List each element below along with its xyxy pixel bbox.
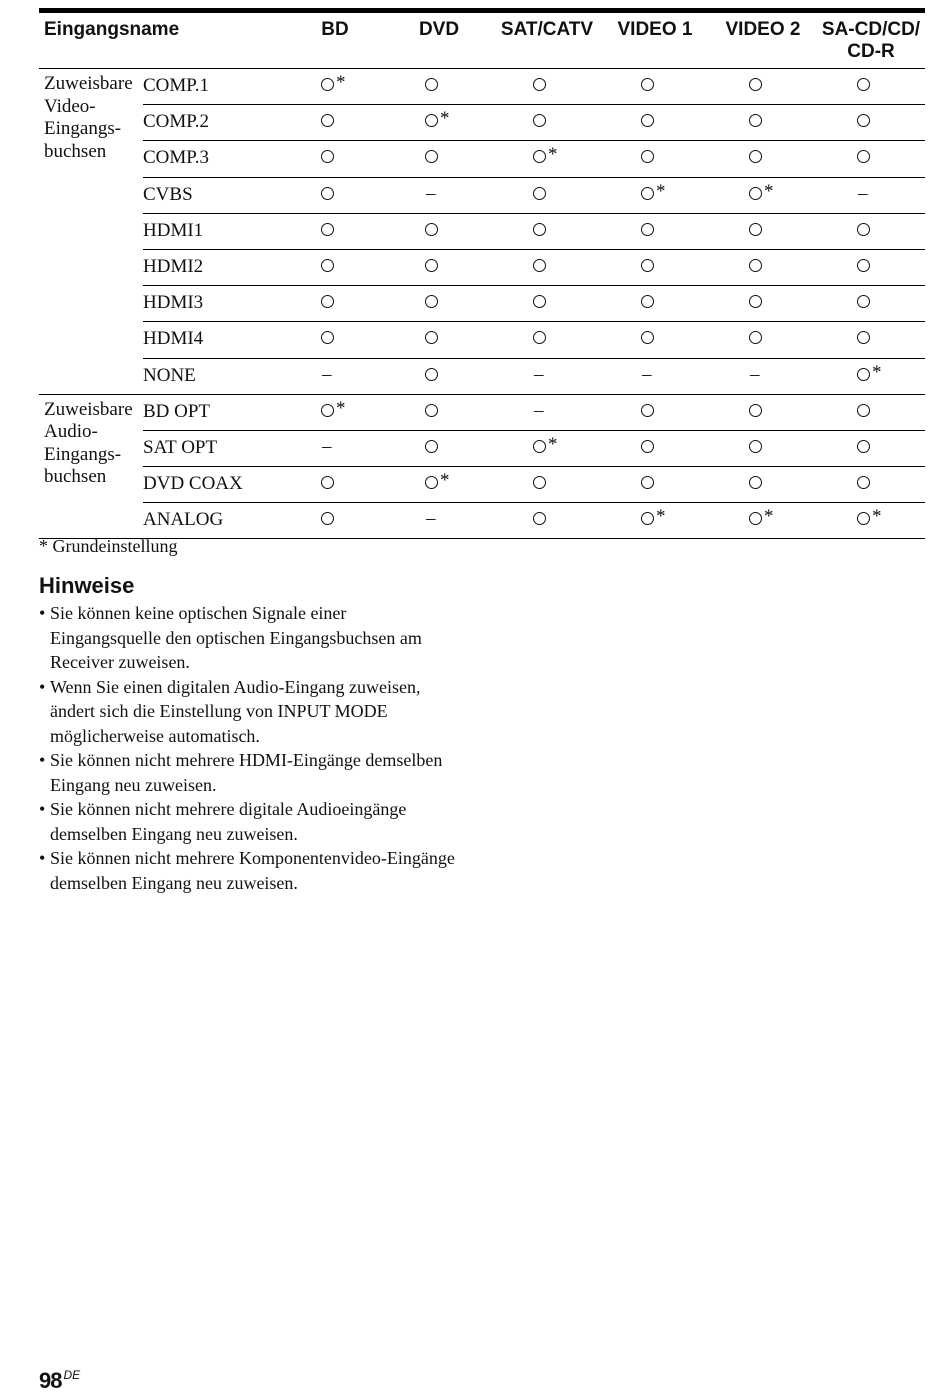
circle-icon xyxy=(857,150,870,163)
cell-assignable xyxy=(641,141,681,176)
circle-icon xyxy=(857,223,870,236)
circle-icon xyxy=(857,259,870,272)
page-number xyxy=(39,1368,80,1394)
table-row xyxy=(143,69,925,105)
group-label: Zuweisbare Video-Eingangs-buchsen xyxy=(44,73,133,162)
cell-assignable-default xyxy=(641,178,681,213)
dash-mark: – xyxy=(426,182,436,204)
cell-assignable xyxy=(425,322,465,357)
table-row xyxy=(143,250,925,286)
header-input-name: Eingangsname xyxy=(44,19,180,40)
circle-icon xyxy=(321,259,334,272)
default-asterisk: * xyxy=(872,506,882,528)
page-number-value: 98 xyxy=(39,1368,62,1393)
table-row xyxy=(143,214,925,250)
circle-icon xyxy=(533,440,546,453)
circle-icon xyxy=(857,114,870,127)
default-asterisk: * xyxy=(764,180,774,202)
cell-assignable xyxy=(749,286,789,321)
table-row xyxy=(143,503,925,538)
circle-icon xyxy=(321,404,334,417)
default-asterisk: * xyxy=(872,361,882,383)
table-row xyxy=(143,141,925,177)
default-asterisk: * xyxy=(656,506,666,528)
cell-assignable xyxy=(857,250,897,285)
row-input-name: NONE xyxy=(143,364,196,386)
cell-assignable-default xyxy=(857,359,897,394)
circle-icon xyxy=(533,187,546,200)
circle-icon xyxy=(533,259,546,272)
page-number-suffix: DE xyxy=(63,1368,81,1382)
circle-icon xyxy=(749,404,762,417)
dash-mark: – xyxy=(534,363,544,385)
default-asterisk: * xyxy=(764,506,774,528)
row-input-name: CVBS xyxy=(143,183,193,205)
cell-assignable-default xyxy=(857,503,897,538)
cell-assignable xyxy=(641,286,681,321)
circle-icon xyxy=(641,476,654,489)
circle-icon xyxy=(425,78,438,91)
cell-assignable xyxy=(749,141,789,176)
circle-icon xyxy=(857,295,870,308)
circle-icon xyxy=(425,223,438,236)
note-item: • Sie können nicht mehrere Komponentenvideo-Eingänge demselben Eingang neu zuweisen. xyxy=(39,846,459,895)
circle-icon xyxy=(641,512,654,525)
cell-assignable xyxy=(857,69,897,104)
circle-icon xyxy=(425,476,438,489)
cell-not-assignable xyxy=(533,395,573,430)
circle-icon xyxy=(641,150,654,163)
cell-assignable-default xyxy=(425,105,465,140)
circle-icon xyxy=(641,295,654,308)
circle-icon xyxy=(749,223,762,236)
table-row xyxy=(143,467,925,503)
circle-icon xyxy=(641,440,654,453)
table-row xyxy=(143,431,925,467)
default-asterisk: * xyxy=(440,470,450,492)
circle-icon xyxy=(641,114,654,127)
cell-assignable-default xyxy=(749,178,789,213)
cell-assignable xyxy=(533,503,573,538)
cell-assignable xyxy=(857,214,897,249)
cell-assignable xyxy=(321,250,361,285)
header-column: BD xyxy=(321,19,349,40)
dash-mark: – xyxy=(858,182,868,204)
cell-assignable xyxy=(641,395,681,430)
cell-assignable xyxy=(533,105,573,140)
circle-icon xyxy=(857,368,870,381)
cell-assignable xyxy=(321,286,361,321)
cell-assignable xyxy=(533,467,573,502)
dash-mark: – xyxy=(322,435,332,457)
circle-icon xyxy=(425,331,438,344)
circle-icon xyxy=(425,368,438,381)
circle-icon xyxy=(533,78,546,91)
cell-assignable-default xyxy=(533,141,573,176)
cell-not-assignable xyxy=(321,359,361,394)
cell-assignable xyxy=(857,431,897,466)
circle-icon xyxy=(857,476,870,489)
cell-assignable xyxy=(533,178,573,213)
cell-assignable xyxy=(321,214,361,249)
circle-icon xyxy=(321,476,334,489)
circle-icon xyxy=(533,512,546,525)
table-row xyxy=(143,395,925,431)
table-group xyxy=(39,395,925,540)
cell-assignable xyxy=(857,141,897,176)
default-asterisk: * xyxy=(440,108,450,130)
default-asterisk: * xyxy=(336,72,346,93)
default-asterisk: * xyxy=(548,144,558,166)
header-column: VIDEO 2 xyxy=(725,19,801,40)
circle-icon xyxy=(533,150,546,163)
cell-assignable-default xyxy=(641,503,681,538)
circle-icon xyxy=(425,404,438,417)
circle-icon xyxy=(321,114,334,127)
circle-icon xyxy=(533,476,546,489)
circle-icon xyxy=(321,187,334,200)
cell-not-assignable xyxy=(425,178,465,213)
circle-icon xyxy=(749,440,762,453)
cell-assignable xyxy=(857,286,897,321)
default-asterisk: * xyxy=(548,433,558,455)
cell-not-assignable xyxy=(641,359,681,394)
circle-icon xyxy=(425,114,438,127)
row-input-name: HDMI2 xyxy=(143,255,204,277)
table-row xyxy=(143,178,925,214)
cell-assignable xyxy=(533,250,573,285)
cell-assignable xyxy=(321,178,361,213)
header-column: SAT/CATV xyxy=(500,19,594,40)
circle-icon xyxy=(533,331,546,344)
cell-not-assignable xyxy=(749,359,789,394)
cell-assignable xyxy=(425,69,465,104)
header-column: DVD xyxy=(418,19,460,40)
group-label: Zuweisbare Audio-Eingangs-buchsen xyxy=(44,398,133,488)
circle-icon xyxy=(749,295,762,308)
cell-assignable xyxy=(321,141,361,176)
cell-assignable xyxy=(425,214,465,249)
cell-assignable xyxy=(749,105,789,140)
default-asterisk: * xyxy=(656,180,666,202)
circle-icon xyxy=(533,114,546,127)
cell-assignable xyxy=(321,467,361,502)
circle-icon xyxy=(749,259,762,272)
cell-assignable xyxy=(641,250,681,285)
cell-assignable xyxy=(533,322,573,357)
row-input-name: BD OPT xyxy=(143,400,211,422)
dash-mark: – xyxy=(426,508,436,530)
cell-assignable xyxy=(749,322,789,357)
cell-assignable xyxy=(749,467,789,502)
circle-icon xyxy=(857,78,870,91)
assignment-table xyxy=(39,8,925,539)
table-group xyxy=(39,69,925,395)
circle-icon xyxy=(321,223,334,236)
circle-icon xyxy=(857,512,870,525)
circle-icon xyxy=(857,440,870,453)
circle-icon xyxy=(749,114,762,127)
notes-list xyxy=(39,601,459,895)
circle-icon xyxy=(321,512,334,525)
cell-assignable-default xyxy=(533,431,573,466)
cell-assignable xyxy=(857,105,897,140)
row-input-name: DVD COAX xyxy=(143,473,243,495)
cell-assignable xyxy=(749,250,789,285)
cell-assignable xyxy=(749,395,789,430)
cell-assignable-default xyxy=(425,467,465,502)
circle-icon xyxy=(425,440,438,453)
circle-icon xyxy=(749,187,762,200)
cell-not-assignable xyxy=(533,359,573,394)
cell-assignable xyxy=(641,322,681,357)
cell-assignable xyxy=(425,395,465,430)
cell-assignable xyxy=(425,359,465,394)
circle-icon xyxy=(321,295,334,308)
circle-icon xyxy=(641,223,654,236)
row-input-name: COMP.1 xyxy=(143,75,209,96)
cell-assignable xyxy=(749,214,789,249)
circle-icon xyxy=(641,331,654,344)
row-input-name: COMP.3 xyxy=(143,147,209,169)
table-row xyxy=(143,286,925,322)
circle-icon xyxy=(425,295,438,308)
circle-icon xyxy=(321,78,334,91)
cell-assignable xyxy=(641,105,681,140)
circle-icon xyxy=(533,295,546,308)
circle-icon xyxy=(641,78,654,91)
circle-icon xyxy=(749,512,762,525)
cell-assignable xyxy=(749,69,789,104)
footnote: * Grundeinstellung xyxy=(39,536,178,556)
cell-assignable xyxy=(857,322,897,357)
cell-assignable xyxy=(857,467,897,502)
cell-assignable xyxy=(533,69,573,104)
row-input-name: HDMI1 xyxy=(143,219,204,241)
circle-icon xyxy=(321,150,334,163)
circle-icon xyxy=(749,476,762,489)
row-input-name: ANALOG xyxy=(143,509,224,531)
row-input-name: COMP.2 xyxy=(143,111,209,133)
cell-assignable xyxy=(641,214,681,249)
cell-not-assignable xyxy=(321,431,361,466)
cell-assignable-default xyxy=(321,395,361,430)
cell-assignable xyxy=(857,395,897,430)
table-body xyxy=(39,69,925,539)
circle-icon xyxy=(857,404,870,417)
circle-icon xyxy=(749,78,762,91)
notes-heading: Hinweise xyxy=(39,573,135,598)
cell-assignable xyxy=(533,214,573,249)
cell-assignable xyxy=(321,503,361,538)
circle-icon xyxy=(641,187,654,200)
cell-assignable xyxy=(749,431,789,466)
table-row xyxy=(143,322,925,358)
cell-assignable-default xyxy=(321,69,361,104)
cell-assignable xyxy=(641,69,681,104)
cell-assignable xyxy=(641,467,681,502)
cell-assignable xyxy=(533,286,573,321)
cell-assignable-default xyxy=(749,503,789,538)
circle-icon xyxy=(749,331,762,344)
cell-not-assignable xyxy=(857,178,897,213)
dash-mark: – xyxy=(322,363,332,385)
note-item: • Sie können nicht mehrere HDMI-Eingänge demselben Eingang neu zuweisen. xyxy=(39,748,459,797)
cell-assignable xyxy=(425,286,465,321)
header-column: VIDEO 1 xyxy=(617,19,693,40)
row-input-name: SAT OPT xyxy=(143,436,218,458)
header-column: SA-CD/CD/ CD-R xyxy=(821,19,921,62)
cell-not-assignable xyxy=(425,503,465,538)
cell-assignable xyxy=(321,105,361,140)
table-row xyxy=(143,105,925,141)
cell-assignable xyxy=(425,431,465,466)
dash-mark: – xyxy=(642,363,652,385)
note-item: • Sie können nicht mehrere digitale Audioeingänge demselben Eingang neu zuweisen. xyxy=(39,797,459,846)
circle-icon xyxy=(321,331,334,344)
cell-assignable xyxy=(641,431,681,466)
circle-icon xyxy=(425,259,438,272)
row-input-name: HDMI4 xyxy=(143,328,204,350)
circle-icon xyxy=(425,150,438,163)
table-row xyxy=(143,359,925,394)
default-asterisk: * xyxy=(336,397,346,419)
circle-icon xyxy=(749,150,762,163)
circle-icon xyxy=(533,223,546,236)
table-header xyxy=(39,13,925,69)
row-input-name: HDMI3 xyxy=(143,292,204,314)
circle-icon xyxy=(857,331,870,344)
cell-assignable xyxy=(425,141,465,176)
cell-assignable xyxy=(425,250,465,285)
note-item: • Sie können keine optischen Signale einer Eingangsquelle den optischen Eingangsbuchsen am Receiver zuweisen. xyxy=(39,601,459,675)
note-item: • Wenn Sie einen digitalen Audio-Eingang zuweisen, ändert sich die Einstellung von INPUT MODE möglicherweise automatisch. xyxy=(39,675,459,749)
cell-assignable xyxy=(321,322,361,357)
circle-icon xyxy=(641,259,654,272)
circle-icon xyxy=(641,404,654,417)
dash-mark: – xyxy=(534,399,544,421)
dash-mark: – xyxy=(750,363,760,385)
